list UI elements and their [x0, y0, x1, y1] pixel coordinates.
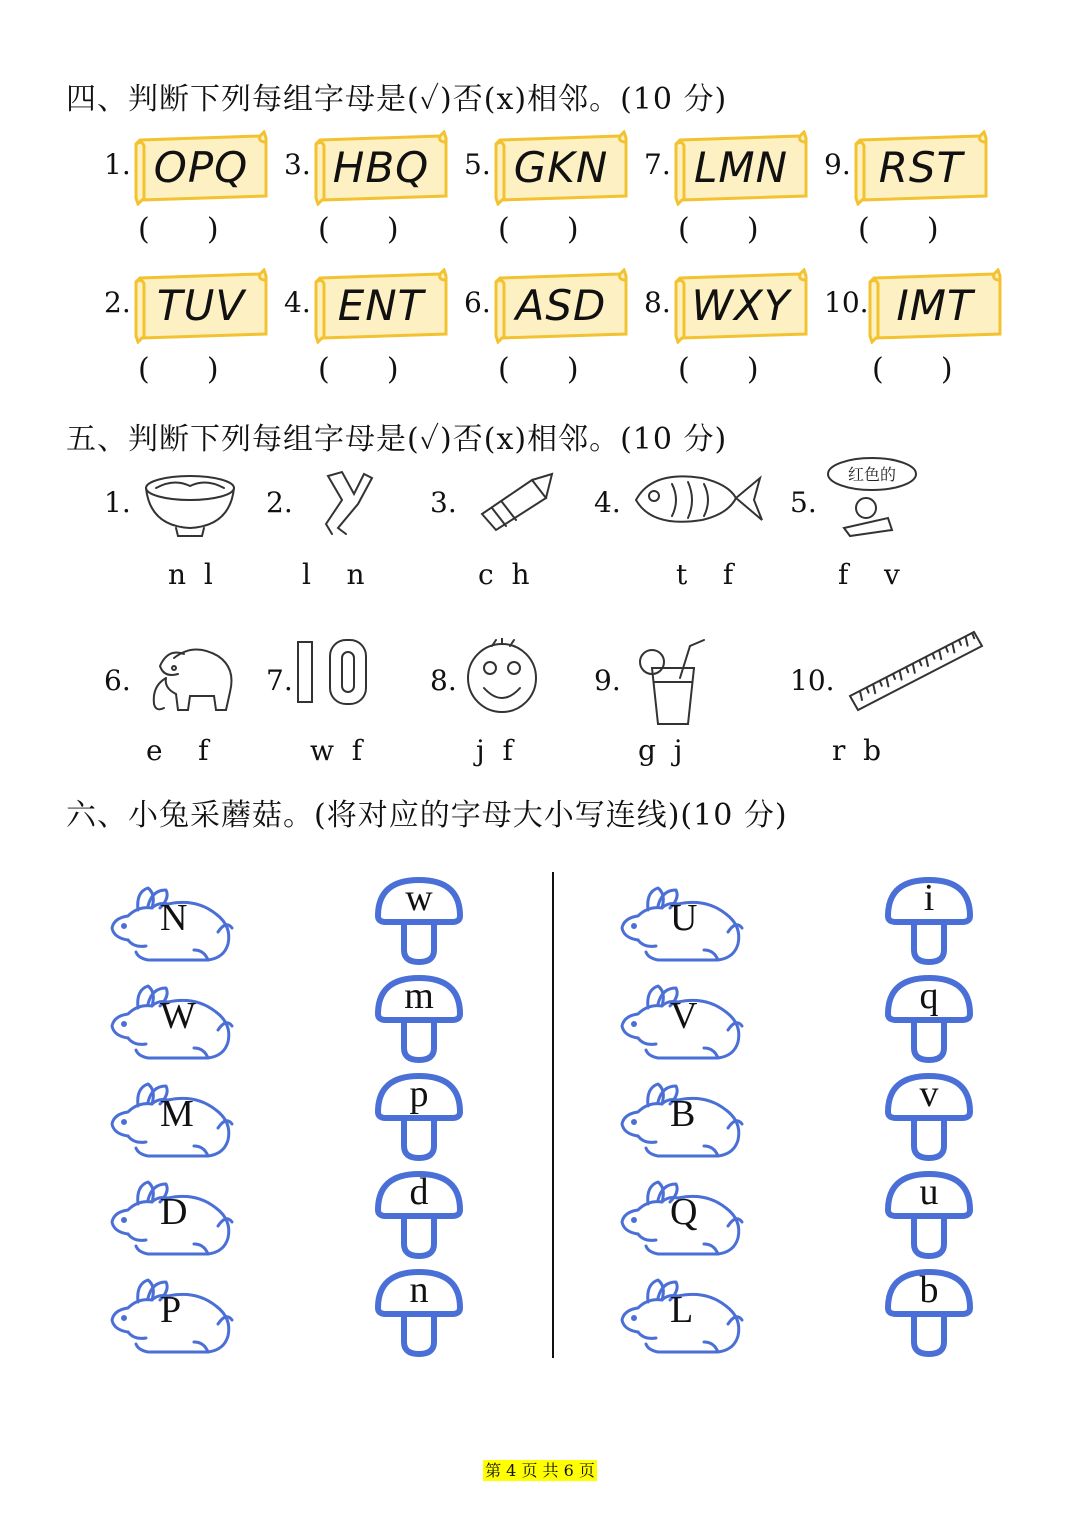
picture-number: 7.	[266, 664, 293, 697]
item-number: 7.	[644, 148, 671, 181]
mushroom-card[interactable]	[372, 876, 466, 966]
picture-number: 3.	[430, 486, 457, 519]
lowercase-letter: n	[409, 1269, 429, 1311]
rabbit-card[interactable]	[108, 982, 238, 1066]
red-speech-icon	[826, 456, 920, 540]
letter-scroll	[492, 130, 628, 206]
answer-blank[interactable]: ( )	[678, 212, 759, 247]
lowercase-letter: p	[409, 1073, 429, 1115]
letter-pair: l n	[302, 558, 365, 591]
mushroom-card[interactable]	[372, 1268, 466, 1358]
letter-group: WXY	[691, 280, 791, 330]
uppercase-letter: M	[160, 1093, 194, 1135]
letter-pair: f v	[838, 558, 900, 591]
lowercase-letter: u	[919, 1171, 939, 1213]
uppercase-letter: P	[160, 1289, 182, 1331]
section4-title: 四、判断下列每组字母是(✓)否(x)相邻。(10 分)	[66, 82, 728, 117]
letter-pair: e f	[146, 734, 209, 767]
item-number: 2.	[104, 286, 131, 319]
rabbit-card[interactable]	[108, 1276, 238, 1360]
answer-blank[interactable]: ( )	[138, 212, 219, 247]
uppercase-letter: L	[670, 1289, 694, 1331]
divider-line	[552, 872, 554, 1358]
letter-scroll	[132, 130, 268, 206]
mushroom-card[interactable]	[372, 974, 466, 1064]
letter-group: GKN	[513, 142, 609, 192]
ruler-icon	[846, 626, 986, 714]
rabbit-card[interactable]	[618, 884, 748, 968]
item-number: 5.	[464, 148, 491, 181]
item-number: 10.	[824, 286, 869, 319]
rabbit-card[interactable]	[618, 1080, 748, 1164]
picture-number: 5.	[790, 486, 817, 519]
noodle-bowl-icon	[144, 464, 238, 540]
letter-scroll	[852, 130, 988, 206]
face-icon	[462, 638, 542, 718]
lowercase-letter: m	[404, 975, 434, 1017]
rabbit-card[interactable]	[108, 884, 238, 968]
item-number: 9.	[824, 148, 851, 181]
uppercase-letter: B	[670, 1093, 696, 1135]
item-number: 6.	[464, 286, 491, 319]
uppercase-letter: D	[160, 1191, 188, 1233]
uppercase-letter: W	[160, 995, 196, 1037]
answer-blank[interactable]: ( )	[678, 352, 759, 387]
section5-title: 五、判断下列每组字母是(✓)否(x)相邻。(10 分)	[66, 422, 728, 457]
letter-scroll	[132, 268, 268, 344]
lowercase-letter: b	[919, 1269, 939, 1311]
crayon-icon	[472, 464, 556, 540]
letter-pair: w f	[310, 734, 363, 767]
mushroom-card[interactable]	[882, 1072, 976, 1162]
leg-icon	[302, 464, 376, 540]
letter-group: IMT	[896, 280, 974, 330]
letter-scroll	[672, 268, 808, 344]
letter-pair: t f	[676, 558, 734, 591]
letter-group: HBQ	[332, 142, 430, 192]
lowercase-letter: i	[923, 877, 935, 919]
juice-icon	[632, 638, 712, 728]
letter-scroll	[672, 130, 808, 206]
item-number: 4.	[284, 286, 311, 319]
item-number: 1.	[104, 148, 131, 181]
picture-number: 6.	[104, 664, 131, 697]
mushroom-card[interactable]	[882, 974, 976, 1064]
picture-number: 8.	[430, 664, 457, 697]
letter-group: OPQ	[153, 142, 249, 192]
picture-number: 1.	[104, 486, 131, 519]
page-footer	[0, 1458, 1080, 1481]
picture-number: 4.	[594, 486, 621, 519]
answer-blank[interactable]: ( )	[318, 352, 399, 387]
lowercase-letter: d	[409, 1171, 429, 1213]
letter-scroll	[866, 268, 1002, 344]
uppercase-letter: U	[670, 897, 698, 939]
lowercase-letter: v	[919, 1073, 939, 1115]
letter-scroll	[312, 268, 448, 344]
letter-group: RST	[878, 142, 964, 192]
answer-blank[interactable]: ( )	[318, 212, 399, 247]
letter-pair: n l	[168, 558, 213, 591]
picture-number: 2.	[266, 486, 293, 519]
letter-pair: j f	[476, 734, 513, 767]
mushroom-card[interactable]	[372, 1072, 466, 1162]
rabbit-card[interactable]	[108, 1080, 238, 1164]
letter-pair: c h	[478, 558, 530, 591]
letter-group: LMN	[693, 142, 789, 192]
answer-blank[interactable]: ( )	[498, 352, 579, 387]
mushroom-card[interactable]	[882, 876, 976, 966]
picture-number: 9.	[594, 664, 621, 697]
letter-group: ENT	[337, 280, 425, 330]
picture-number: 10.	[790, 664, 835, 697]
page-number: 第 4 页 共 6 页	[485, 1461, 595, 1480]
rabbit-card[interactable]	[618, 1276, 748, 1360]
section6-title: 六、小兔采蘑菇。(将对应的字母大小写连线)(10 分)	[66, 798, 788, 833]
elephant-icon	[144, 638, 238, 718]
mushroom-card[interactable]	[372, 1170, 466, 1260]
uppercase-letter: V	[670, 995, 698, 1037]
speech-bubble-text: 红色的	[847, 465, 897, 484]
lowercase-letter: w	[405, 877, 433, 919]
number-ten-icon	[294, 638, 372, 708]
rabbit-card[interactable]	[108, 1178, 238, 1262]
letter-pair: g j	[638, 734, 683, 767]
mushroom-card[interactable]	[882, 1170, 976, 1260]
letter-group: ASD	[515, 280, 607, 330]
rabbit-card[interactable]	[618, 982, 748, 1066]
answer-blank[interactable]: ( )	[858, 212, 939, 247]
answer-blank[interactable]: ( )	[872, 352, 953, 387]
mushroom-card[interactable]	[882, 1268, 976, 1358]
uppercase-letter: Q	[670, 1191, 698, 1233]
answer-blank[interactable]: ( )	[138, 352, 219, 387]
letter-scroll	[492, 268, 628, 344]
item-number: 3.	[284, 148, 311, 181]
letter-scroll	[312, 130, 448, 206]
letter-group: TUV	[156, 280, 246, 330]
rabbit-card[interactable]	[618, 1178, 748, 1262]
lowercase-letter: q	[919, 975, 939, 1017]
uppercase-letter: N	[160, 897, 188, 939]
fish-icon	[632, 464, 764, 534]
item-number: 8.	[644, 286, 671, 319]
letter-pair: r b	[832, 734, 882, 767]
answer-blank[interactable]: ( )	[498, 212, 579, 247]
